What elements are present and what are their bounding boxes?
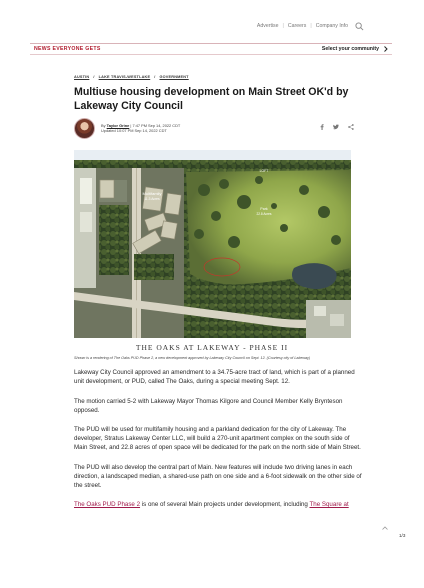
page-indicator: 1/3 (399, 533, 406, 538)
community-selector[interactable] (322, 46, 388, 52)
published-time: 7:47 PM Sep 14, 2022 CDT (132, 123, 181, 128)
chevron-right-icon (384, 46, 388, 52)
share-icon[interactable] (348, 124, 354, 130)
article-headline: Multiuse housing development on Main Street OK'd by Lakeway City Council (74, 86, 349, 112)
section-bar (30, 43, 392, 55)
paragraph-1: Lakeway City Council approved an amendment to a 34.75-acre tract of land, which is part of a planned unit development, or PUD, called The Oaks, during a special meeting Sept. 12. (74, 369, 355, 385)
site-plan-image (74, 150, 351, 354)
paragraph-5: The Oaks PUD Phase 2 is one of several Main projects under development, including The Square at (74, 501, 349, 509)
tagline: NEWS EVERYONE GETS (34, 46, 101, 52)
search-icon[interactable] (355, 22, 364, 31)
share-buttons (320, 124, 354, 130)
breadcrumb: AUSTIN / LAKE TRAVIS-WESTLAKE / GOVERNMENT (74, 75, 189, 79)
community-label: Select your community (321, 46, 379, 52)
park-acres: 22.8 Acres (256, 212, 272, 216)
author-avatar[interactable] (74, 118, 95, 139)
image-banner: THE OAKS AT LAKEWAY - PHASE II (135, 343, 289, 352)
article-body (74, 369, 364, 521)
oaks-pud-phase-2-link[interactable]: The Oaks PUD Phase 2 (74, 501, 141, 509)
twitter-icon[interactable] (333, 124, 339, 130)
breadcrumb-lake-travis-westlake[interactable]: LAKE TRAVIS-WESTLAKE (98, 75, 151, 79)
breadcrumb-austin[interactable]: AUSTIN (74, 75, 90, 79)
breadcrumb-government[interactable]: GOVERNMENT (159, 75, 189, 79)
facebook-icon[interactable] (320, 124, 324, 130)
chevron-up-icon[interactable] (382, 526, 388, 530)
park-label: Park (260, 207, 268, 211)
advertise-link[interactable]: Advertise (256, 23, 279, 29)
paragraph-4: The PUD will also develop the central part of Main. New features will include two driving lanes in each direction, a landscaped median, a shared-use path on one side and a 6-foot sidewalk on the other side of the street. (74, 463, 362, 489)
utility-links: Advertise | Careers | Company Info (256, 23, 348, 29)
paragraph-3: The PUD will be used for multifamily housing and a parkland dedication for the city of Lakeway. The developer, Stratus Lakeway Center LLC, will build a 270-unit apartment complex on the south side of Main Street, and 22.8 acres of open space will be dedicated for the park on the north side of Main Street. (74, 426, 361, 452)
paragraph-2: The motion carried 5-2 with Lakeway Mayor Thomas Kilgore and Council Member Kelly Brynteson opposed. (74, 397, 343, 414)
updated-time: Updated 10:07 PM Sep 14, 2022 CDT (101, 128, 167, 133)
author-link[interactable]: Taylor Grine (106, 123, 130, 128)
site-plan-rendering[interactable] (74, 150, 351, 354)
company-info-link[interactable]: Company Info (315, 23, 348, 29)
image-caption: Shown is a rendering of The Oaks PUD Phase 2, a new development approved by Lakeway City Council on Sept. 12. (Courtesy city of Lakeway) (74, 356, 311, 360)
byline-prefix: By (101, 123, 106, 128)
careers-link[interactable]: Careers (287, 23, 307, 29)
loft-label: LOFT (259, 169, 269, 173)
multifamily-acres: 11.3 Acres (144, 197, 160, 201)
byline: By Taylor Grine | 7:47 PM Sep 14, 2022 CDT Updated 10:07 PM Sep 14, 2022 CDT (74, 117, 354, 141)
top-utility-bar (0, 20, 424, 36)
multifamily-label: Multifamily (142, 191, 162, 196)
square-at-link[interactable]: The Square at (309, 501, 349, 509)
